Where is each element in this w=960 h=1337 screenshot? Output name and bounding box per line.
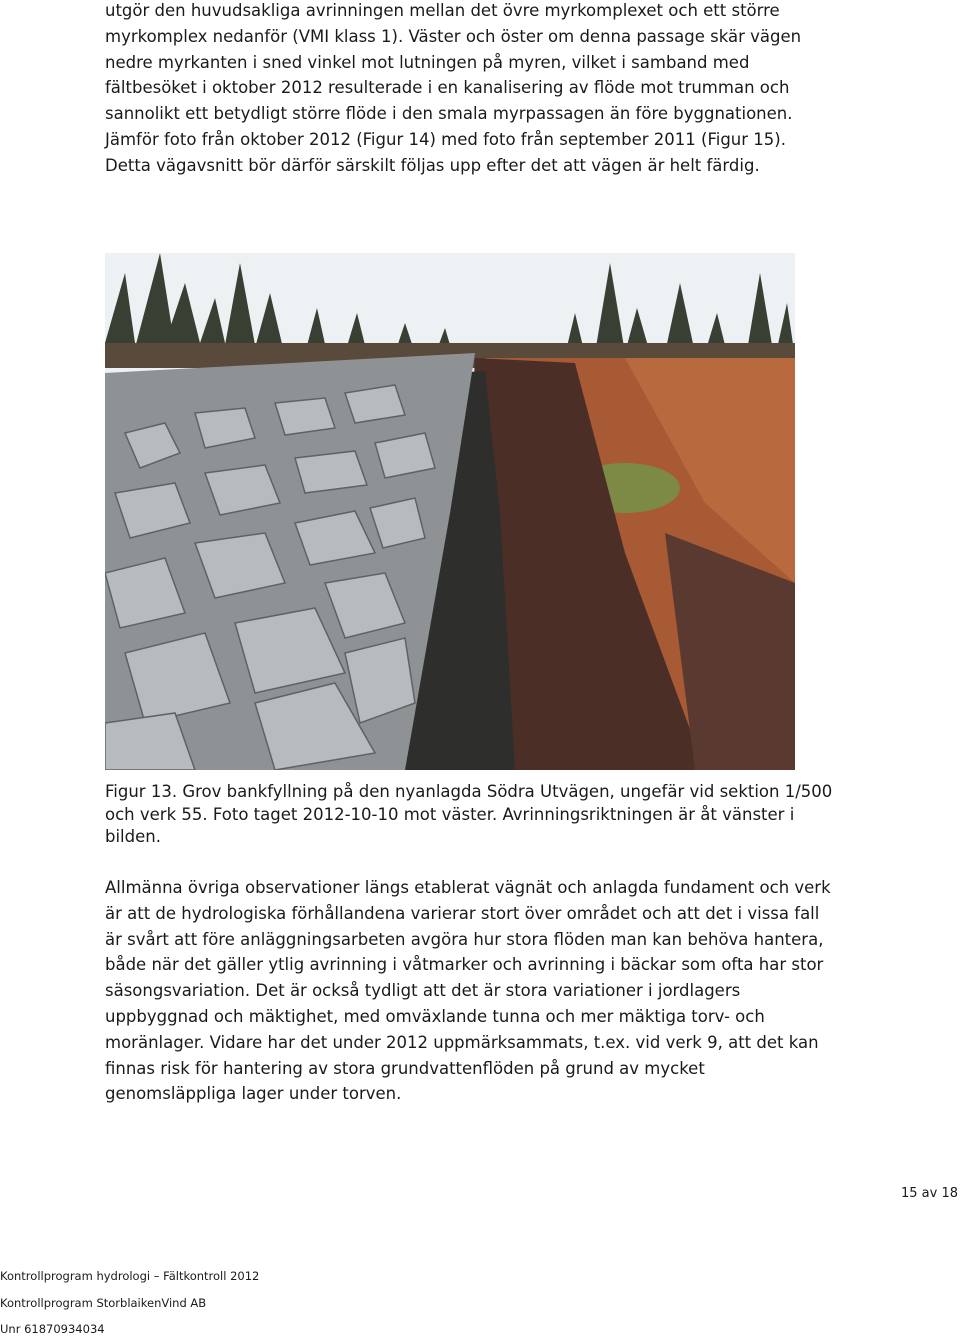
intro-paragraph: utgör den huvudsakliga avrinningen mellan det övre myrkomplexet och ett större myrkomplex nedanför (VMI klass 1). Väster och öster om denna passage skär vägen nedre myrkanten i sned vinkel mot lutningen på myren, vilket i samband med fältbesöket i oktober 2012 resulterade i en kanalisering av flöde mot trumman och sannolikt ett betydligt större flöde i den smala myrpassagen än före byggnationen. Jämför foto från oktober 2012 (Figur 14) med foto från september 2011 (Figur 15). Detta vägavsnitt bör därför särskilt följas upp efter det att vägen är helt färdig. bbox=[105, 1, 802, 175]
page-number: 15 av 18 bbox=[900, 1186, 958, 1201]
observations-paragraph: Allmänna övriga observationer längs etablerat vägnät och anlagda fundament och verk är att de hydrologiska förhållandena varierar stort över området och att det i vissa fall är svårt att före anläggningsarbeten avgöra hur stora flöden man kan behöva hantera, både när det gäller ytlig avrinning i våtmarker och avrinning i bäckar som ofta har stor säsongsvariation. Det är också tydligt att det är stora variationer i jordlagers uppbyggnad och mäktighet, med omväxlande tunna och mer mäktiga torv- och moränlager. Vidare har det under 2012 uppmärksammats, t.ex. vid verk 9, att det kan finnas risk för hantering av stora grundvattenflöden på grund av mycket genomsläppliga lager under torven. bbox=[105, 878, 831, 1104]
footer-document-title: Kontrollprogram hydrologi – Fältkontroll 2012 bbox=[0, 1269, 260, 1283]
figure-13-photo bbox=[105, 253, 795, 770]
footer-client: Kontrollprogram StorblaikenVind AB bbox=[0, 1296, 207, 1310]
footer-reference-number: Unr 61870934034 bbox=[0, 1322, 105, 1336]
figure-caption: Figur 13. Grov bankfyllning på den nyanlagda Södra Utvägen, ungefär vid sektion 1/500 och verk 55. Foto taget 2012-10-10 mot väster. Avrinningsriktningen är åt vänster i bilden. bbox=[105, 782, 833, 847]
